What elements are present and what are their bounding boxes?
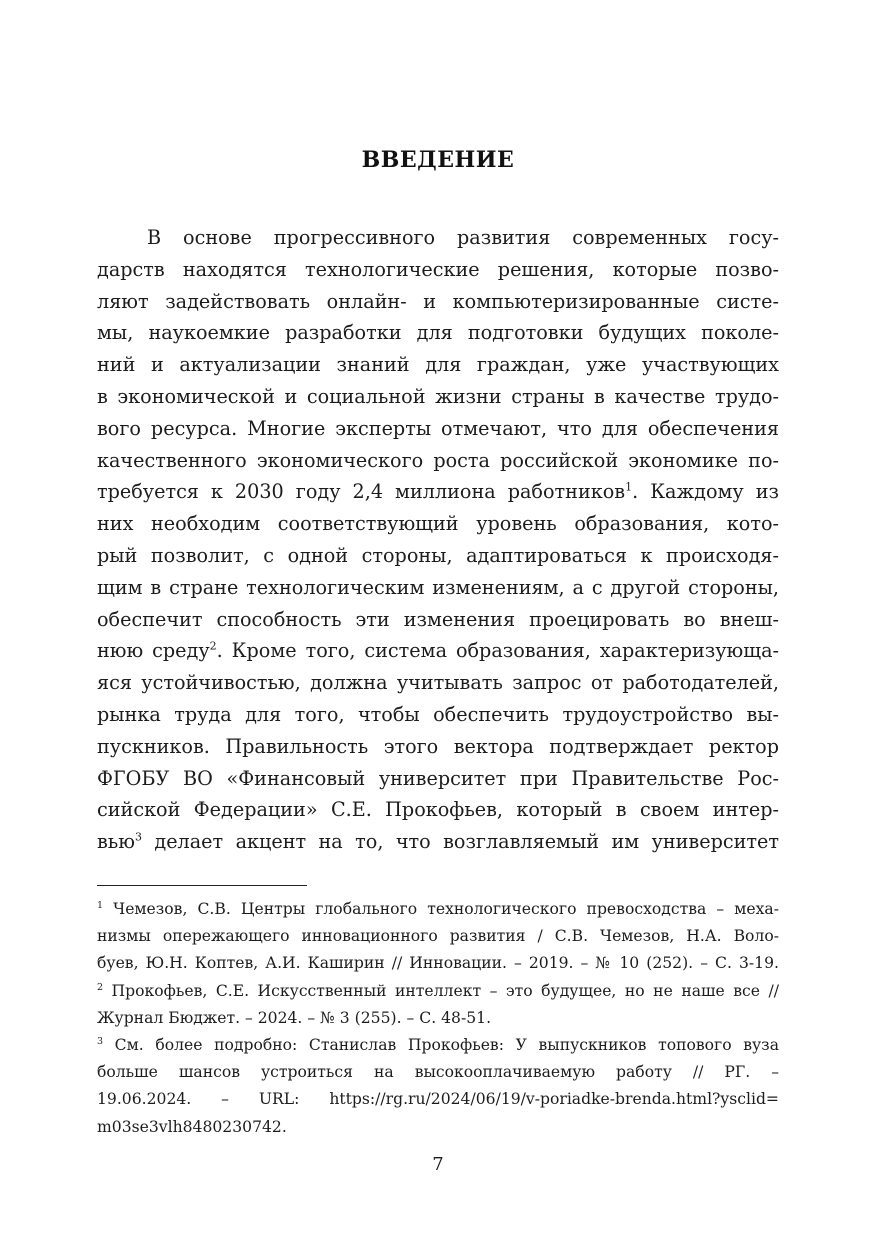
body-line: В основе прогрессивного развития современных госу- — [147, 226, 779, 249]
footnote-ref-1[interactable]: 1 — [625, 480, 633, 494]
footnote-line: больше шансов устроиться на высокооплачиваемую работу // РГ. – — [97, 1063, 779, 1082]
body-line — [97, 476, 779, 508]
footnote-text: Прокофьев, С.Е. Искусственный интеллект – это будущее, но не наше все // — [103, 981, 779, 1000]
body-line: ляют задействовать онлайн- и компьютеризированные систе- — [97, 289, 779, 313]
footnote-line — [97, 978, 779, 1005]
body-line: яся устойчивостью, должна учитывать запрос от работодателей, — [97, 671, 779, 695]
footnote-url-line[interactable]: 19.06.2024. – URL: https://rg.ru/2024/06/19/v-poriadke-brenda.html?ysclid= — [97, 1090, 779, 1109]
footnote-mark-1: 1 — [97, 899, 104, 911]
body-line: сийской Федерации» С.Е. Прокофьев, который в своем интер- — [97, 798, 779, 822]
body-line-text: требуется к 2030 году 2,4 миллиона работников — [97, 480, 626, 504]
body-line: рынка труда для того, чтобы обеспечить трудоустройство вы- — [97, 702, 779, 726]
footnote-text: Чемезов, С.В. Центры глобального технологического превосходства – меха- — [103, 900, 779, 918]
body-line: ний и актуализации знаний для граждан, уже участвующих — [97, 353, 779, 377]
page-title: ВВЕДЕНИЕ — [361, 147, 515, 173]
body-text — [97, 222, 779, 858]
footnote-ref-3[interactable]: 3 — [134, 830, 142, 844]
footnote-mark-3: 3 — [97, 1035, 104, 1047]
body-line: щим в стране технологическим изменениям, а с другой стороны, — [97, 575, 779, 599]
footnote-text: См. более подробно: Станислав Прокофьев: У выпускников топового вуза — [103, 1035, 779, 1054]
page-number: 7 — [432, 1154, 444, 1175]
footnote-line: буев, Ю.Н. Коптев, А.И. Каширин // Инновации. – 2019. – № 10 (252). – С. 3-19. — [97, 954, 779, 973]
body-line: качественного экономического роста российской экономике по- — [97, 448, 779, 472]
body-line: мы, наукоемкие разработки для подготовки будущих поколе- — [97, 321, 779, 345]
body-line — [97, 826, 779, 858]
footnote-line: Журнал Бюджет. – 2024. – № 3 (255). – С. 48-51. — [97, 1008, 492, 1027]
body-line: обеспечит способность эти изменения проецировать во внеш- — [97, 607, 779, 631]
body-line — [97, 635, 779, 667]
footnote-line — [97, 896, 779, 923]
body-line-text: нюю среду — [97, 639, 210, 663]
body-line-text: делает акцент на то, что возглавляемый им университет — [141, 830, 779, 854]
footnote-mark-2: 2 — [97, 981, 104, 993]
footnote-url-line[interactable]: m03se3vlh8480230742. — [97, 1117, 287, 1136]
body-line-text: . Кроме того, система образования, характеризующа- — [216, 639, 779, 663]
body-line: них необходим соответствующий уровень образования, кото- — [97, 512, 779, 536]
body-line-text: . Каждому из — [632, 480, 779, 504]
footnotes — [97, 896, 779, 1141]
body-line: дарств находятся технологические решения, которые позво- — [97, 257, 779, 281]
footnote-line — [97, 1032, 779, 1059]
body-line: вого ресурса. Многие эксперты отмечают, что для обеспечения — [97, 416, 779, 440]
body-line: пускников. Правильность этого вектора подтверждает ректор — [97, 734, 779, 758]
body-line: в экономической и социальной жизни страны в качестве трудо- — [97, 384, 779, 408]
body-line: ФГОБУ ВО «Финансовый университет при Правительстве Рос- — [97, 766, 779, 790]
footnote-ref-2[interactable]: 2 — [209, 639, 217, 653]
footnote-line: низмы опережающего инновационного развития / С.В. Чемезов, Н.А. Воло- — [97, 927, 779, 946]
footnote-divider — [97, 885, 307, 886]
body-line-text: вью — [97, 830, 135, 854]
body-line: рый позволит, с одной стороны, адаптироваться к происходя- — [97, 543, 779, 567]
